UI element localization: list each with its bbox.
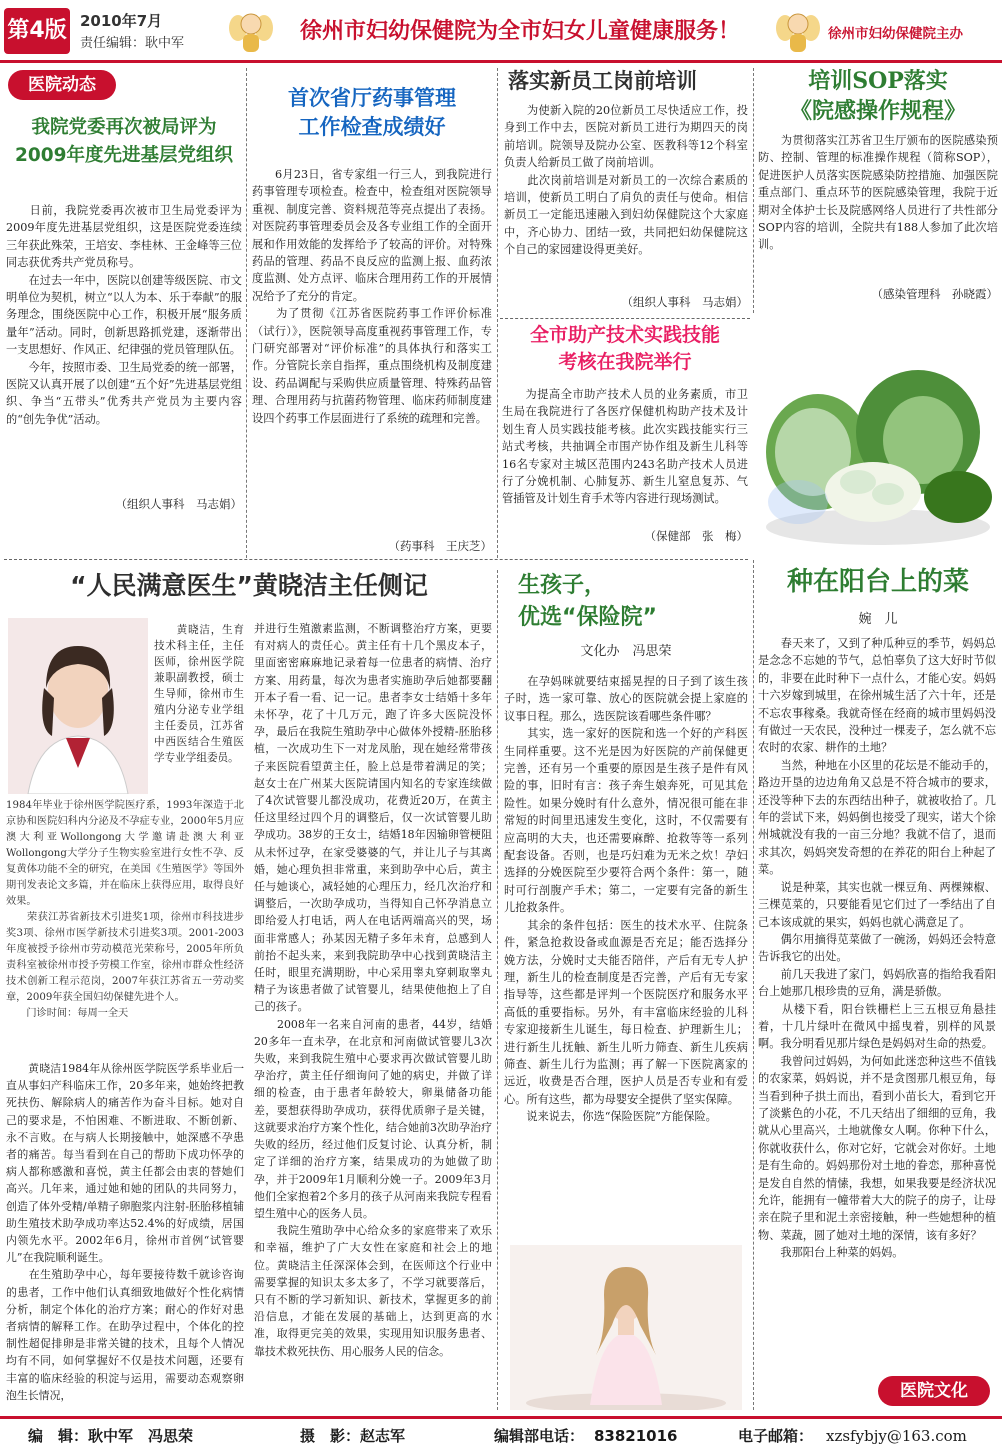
footer-photographer: 摄 影：赵志军 (300, 1427, 406, 1445)
section-divider (4, 559, 748, 560)
footer-editors: 编 辑：耿中军 冯思荣 (28, 1427, 194, 1445)
headline-line: 考核在我院举行 (558, 351, 692, 373)
headline-line: 2009年度先进基层党组织 (15, 145, 233, 166)
masthead (0, 0, 1002, 63)
byline: （药事科 王庆芝） (388, 539, 492, 553)
headline (504, 570, 748, 634)
headline-line: 全市助产技术实践技能 (529, 324, 720, 346)
headline-line: 《院感操作规程》 (789, 98, 966, 124)
article-body: 春天来了，又到了种瓜种豆的季节，妈妈总是念念不忘她的节气，总怕辜负了这大好时节似的，非要在此时种下一点什么，才能心安。妈妈十六岁嫁到城里，在徐州城生活了六十年，还是不忘农事稼桑。我就奇怪在经商的城市里妈妈没有做过一天农民，没种过一棵麦子，怎么就不忘农时的农家、耕作的土地？ 当然，种地在小区里的花坛是不能动手的，路边开垦的边边角角又总是不符合城市的要求，还没等种下去的东西结出种子，就被收拾了。几年的尝试下来，妈妈倒也接受了现实，诺大个徐州城就没有我的一亩三分地？我就不信了，退而求其次，妈妈突发奇想的在养花的阳台上种起了菜。 说是种菜，其实也就一棵豆角、两棵辣椒、三棵苋菜的，只要能看见它们过了一季结出了自己本该成就的果实，妈妈也就心满意足了。 偶尔用摘得苋菜做了一碗汤，妈妈还会特意告诉我它的出处。 前几天我进了家门，妈妈欣喜的指给我看阳台上她那几根珍贵的豆角，满是骄傲。 从楼下看，阳台铁栅栏上三五根豆角悬挂着，十几片绿叶在微风中摇曳着，别样的风景啊。我分明看见那片绿色是妈妈对生命的热爱。 我曾问过妈妈，为何如此迷恋种这些不值钱的农家菜，妈妈说，并不是贪图那几根豆角，每当看到种子拱土而出，看到小苗长大，看到它开了淡紫色的小花，不几天结出了细细的豆角，我就从心里高兴，土地就像女人啊。你种下什么，你就收获什么，你对它好，它就会对你好。土地是有生命的。妈妈那份对土地的眷恋，那种喜悦是发自自然的情愫，我想，如果我要是经济状况允许，能拥有一幢带着大大的院子的房子，让母亲在院子里和泥土亲密接触，种一些她想种的植物、菜蔬，圆了她对土地的深情，该有多好？ 我那阳台上种菜的妈妈。 (758, 637, 996, 1260)
byline: （组织人事科 马志娟） (621, 295, 748, 309)
headline (6, 114, 242, 170)
headline: 落实新员工岗前培训 (508, 69, 697, 93)
host-org: 徐州市妇幼保健院主办 (828, 26, 963, 42)
headline-line: 我院党委再次被局评为 (31, 117, 217, 138)
headline-line: 生孩子， (518, 573, 607, 598)
headline: “人民满意医生”黄晓洁主任侧记 (70, 571, 428, 600)
column-divider (753, 560, 754, 1410)
footer-phone-label: 编辑部电话： (494, 1427, 585, 1445)
headline (252, 84, 492, 142)
article-body: 黄晓洁1984年从徐州医学院医学系毕业后一直从事妇产科临床工作，20多年来，她始终把教死扶伤、解除病人的痛苦作为奋斗目标。她对自己的要求是，不怕困难、不断进取、不断创新、永不言败。在与病人长期接触中，她深感不孕患者的痛苦。每当看到在自己的帮助下成功怀孕的病人都称感激和喜悦，黄主任都会由衷的替她们高兴。几年来，通过她和她的团队的共同努力，创造了体外受精/单精子卵胞浆内注射-胚胎移植辅助生殖技术助孕成功率达52.4%的好成绩，居国内领先水平。2002年6月，徐州市首例“试管婴儿”在我院顺利诞生。 在生殖助孕中心，每年要接待数千就诊咨询的患者，工作中他们认真细致地做好个性化病情分析，制定个体化的治疗方案；耐心的作好对患者病情的解释工作。在助孕过程中，个体化的控制性超促排卵是非常关键的技术，且每个人情况均有不同，如何掌握好不仅是技术问题，还要有丰富的临床经验的积淀与运用，需要动态观察卵泡生长情况， (6, 1062, 244, 1402)
doctor-bio: 1984年毕业于徐州医学院医疗系，1993年深造于北京协和医院妇科内分泌及不孕症专业，2000年5月应澳大利亚Wollongong大学邀请赴澳大利亚Wollongong大学分子生物实验室进行女性不孕、反复黄体功能不全的研究，在美国《生殖医学》等国外期刊发表论文多篇，并在临床上获得应用，取得良好效果。 荣获江苏省新技术引进奖1项，徐州市科技进步奖3项、徐州市医学新技术引进奖3项。2001-2003年度被授予徐州市劳动模范光荣称号，2005年所负责科室被徐州市授予劳模工作室，徐州市群众性经济技术创新工程示范岗，2007年获江苏省五一劳动奖章，2009年获全国妇幼保健先进个人。 门诊时间：每周一全天 (6, 800, 244, 1019)
article-body: 为提高全市助产技术人员的业务素质，市卫生局在我院进行了各医疗保健机构助产技术及计划生育人员实践技能考核。此次实践技能实行三站式考核，共抽调全市围产协作组及新生儿科等16名专家对主城区范围内243名助产技术人员进行了分娩机制、心肺复苏、新生儿窒息复苏、气管插管及计划生育手术等内容进行现场测试。 (502, 388, 748, 506)
headline (502, 322, 748, 376)
headline-line: 优选“保险院” (518, 605, 657, 630)
article-midwifery-exam (502, 322, 748, 557)
doctor-intro: 黄晓洁，生育技术科主任，主任医师，徐州医学院兼职副教授，硕士生导师，徐州市生殖内分泌专业学组主任委员，江苏省中西医结合生殖医学专业学组委员。 (154, 624, 244, 764)
responsible-editor: 责任编辑：耿中军 (80, 36, 185, 51)
byline: （感染管理科 孙晓霞） (871, 287, 998, 301)
byline: 婉 儿 (858, 612, 898, 627)
article-body: 为使新入院的20位新员工尽快适应工作，投身到工作中去，医院对新员工进行为期四天的岗前培训。院领导及院办公室、医教科等12个科室负责人给新员工做了岗前培训。 此次岗前培训是对新员工的一次综合素质的培训，使新员工明白了肩负的责任与使命。相信新员工一定能迅速融入到妇幼保健院这个大家庭中，齐心协力、团结一致，共同把妇幼保健院这个自己的家园建设得更美好。 (504, 104, 748, 257)
issue-date: 2010年7月 (80, 12, 163, 30)
slogan: 徐州市妇幼保健院为全市妇女儿童健康服务！ (299, 19, 740, 44)
angel-icon (775, 6, 821, 56)
page-badge: 第4版 (4, 8, 70, 54)
headline: 种在阳台上的菜 (786, 567, 969, 597)
column-divider (246, 68, 247, 558)
footer-email[interactable]: xzsfybjy@163.com (826, 1427, 967, 1445)
footer-email-label: 电子邮箱： (738, 1427, 814, 1445)
article-body: 6月23日，省专家组一行三人，到我院进行药事管理专项检查。检查中，检查组对医院领导重视、制度完善、资料规范等亮点提出了表扬。对医院药事管理委员会及各专业组工作的全面开展和作用效能的发挥给予了较高的评价。对特殊药品的管理、药品不良反应的监测上报、血药浓度监测、处方点评、临床合理用药工作的开展情况给予了充分的肯定。 为了贯彻《江苏省医院药事工作评价标准（试行）》，医院领导高度重视药事管理工作，专门研究部署对“评价标准”的具体执行和落实工作。分管院长亲自指挥，重点围绕机构及制度建设、药品调配与采购供应质量管理、特殊药品管理、合理用药与抗菌药物管理、临床药师制度建设四个药事工作层面进行了系统的疏理和完善。 (252, 168, 492, 425)
article-balcony-vegetables (758, 560, 998, 1410)
article-body: 在孕妈咪就要结束摇晃捏的日子到了该生孩子时，选一家可靠、放心的医院就会提上家庭的议事日程。那么，选医院该看哪些条件哪？ 其实，选一家好的医院和选一个好的产科医生同样重要。这不光是因为好医院的产前保健更完善，还有另一个重要的原因是生孩子是件有风险的事，旧时有言：孩子奔生娘奔死，可见其危险性。如果分娩时有什么意外，情况很可能在非常短的时间里迅速发生变化，这时，不仅需要有应高明的大夫，也还需要麻醉、抢救等等一系列配套设备。否则，也是巧妇难为无米之炊！孕妇选择的分娩医院至少要符合两个条件：第一，随时可行剖腹产手术；第二，一定要有完备的新生儿抢救条件。 其余的条件包括：医生的技术水平、住院条件，紧急抢救设备或血源是否充足；能否选择分娩方法，分娩时丈夫能否陪伴，产后有无专人护理，新生儿的检查制度是否完善，产后有无专家指导等，这些都是评判一个医院医疗和服务水平高低的重要指标。另外，有丰富临床经验的儿科专家迎接新生儿诞生，每日检查、护理新生儿；进行新生儿抚触、新生儿听力筛查、新生儿疾病筛查、新生儿行为监测；再了解一下医院离家的远近，收费是否合理，医护人员是否专业和有爱心。所有这些，都为母婴安全提供了坚实保障。 说来说去，你选“保险医院”方能保险。 (504, 675, 748, 1124)
byline: 文化办 冯思荣 (580, 644, 672, 659)
article-new-staff-training (504, 66, 748, 316)
article-body: 日前，我院党委再次被市卫生局党委评为2009年度先进基层党组织，这是医院党委连续三年获此殊荣，王培安、李桂林、王金峰等三位同志获优秀共产党员称号。 在过去一年中，医院以创建等级医院、市文明单位为契机，树立“以人为本、乐于奉献”的服务理念，围绕医院中心工作，积极开展“服务质量年”活动。同时，创新思路抓党建，逐渐带出一支思想好、作风正、纪律强的党员管理队伍。 今年，按照市委、卫生局党委的统一部署，医院又认真开展了以创建“五个好”先进基层党组织、争当“五带头”优秀共产党员为主要内容的“创先争优”活动。 (6, 204, 242, 426)
column-divider (753, 68, 754, 313)
headline-line: 工作检查成绩好 (298, 115, 446, 139)
article-party-award (6, 108, 242, 558)
article-pharmacy-inspection (252, 84, 492, 559)
column-divider (497, 68, 498, 558)
headline (758, 66, 998, 126)
byline: （保健部 张 梅） (644, 529, 748, 543)
article-sop-training (758, 66, 998, 316)
vegetable-photo (758, 322, 998, 554)
section-tag-news: 医院动态 (8, 70, 116, 100)
footer-bar (0, 1416, 1002, 1453)
article-body-continued: 并进行生殖激素监测，不断调整治疗方案，更要有对病人的责任心。黄主任有十几个黑皮本子，里面密密麻麻地记录着每一位患者的病情、治疗方案、用药量，每次为患者实施助孕后她都要翻开本子看一看、记一记。患者李女士结婚十多年未怀孕，花了十几万元，跑了许多大医院没怀孕，最后在我院生殖助孕中心做体外授精-胚胎移植，一次成功生下一对龙凤胎，现在她经常带孩子来医院看望黄主任，脸上总是带着满足的笑；赵女士在广州某大医院请国内知名的专家连续做了4次试管婴儿都没成功，花费近20万，在黄主任这里经过四个月的调整后，仅一次试管婴儿助孕成功。38岁的王女士，结婚18年因输卵管梗阻从未怀过孕，在家受婆婆的气，并让儿子与其离婚，她心理负担非常重，来到助孕中心后，黄主任与她谈心，减轻她的心理压力，经几次治疗和调整后，一次助孕成功，当得知自己怀孕消息立即给爱人打电话，两人在电话两端高兴的哭，场面非常感人；孙某因无精子多年未育，总感到人前抬不起头来，来到我院助孕中心找到黄晓洁主任时，眼里充满期盼，中心采用睾丸穿刺取睾丸精子为该患者做了试管婴儿，结果使他抱上了自己的孩子。 2008年一名来自河南的患者，44岁，结婚20多年一直未孕，在北京和河南做试管婴儿3次失败，来到我院生殖中心要求再次做试管婴儿助孕治疗，黄主任仔细询问了她的病史，并做了详细的检查，由于患者年龄较大，卵巢储备功能差，要想获得助孕成功，获得优质卵子是关键，这就要求治疗方案个性化，结合她前3次助孕治疗失败的经历，经过他们反复讨论、认真分析，制定了详细的治疗方案，结果成功的为她做了助孕，并于2009年1月顺利分娩一子。2009年3月他们全家抱着2个多月的孩子从河南来我院专程看望生殖中心的医务人员。 我院生殖助孕中心给众多的家庭带来了欢乐和幸福，维护了广大女性在家庭和社会上的地位。黄晓洁主任深深体会到，在医师这个行业中需要掌握的知识太多太多了，不学习就要落后，只有不断的学习新知识、新技术，掌握更多的前沿信息，才能在发展的基础上，达到更高的水准，取得更完美的效果，实现用知识服务患者、靠技术救死扶伤、用心服务人民的信念。 (254, 622, 492, 1358)
column-divider (497, 570, 498, 1410)
masthead-rule (0, 60, 1002, 63)
headline-line: 首次省厅药事管理 (288, 86, 456, 110)
angel-icon (228, 6, 274, 56)
child-photo (510, 1245, 742, 1410)
byline: （组织人事科 马志娟） (115, 497, 242, 511)
headline-line: 培训SOP落实 (808, 68, 948, 94)
slogan-banner (280, 14, 760, 50)
section-divider (500, 318, 750, 319)
footer-phone: 83821016 (594, 1427, 678, 1445)
article-body: 为贯彻落实江苏省卫生厅颁布的医院感染预防、控制、管理的标准操作规程（简称SOP），促进医护人员落实医院感染防控措施、加强医院重点部门、重点环节的医院感染管理，我院于近期对全体护士长及院感网络人员进行了共性部分SOP内容的培训，全院共有188人参加了此次培训。 (758, 134, 998, 252)
section-tag-culture: 医院文化 (878, 1376, 990, 1406)
doctor-portrait (8, 618, 148, 794)
